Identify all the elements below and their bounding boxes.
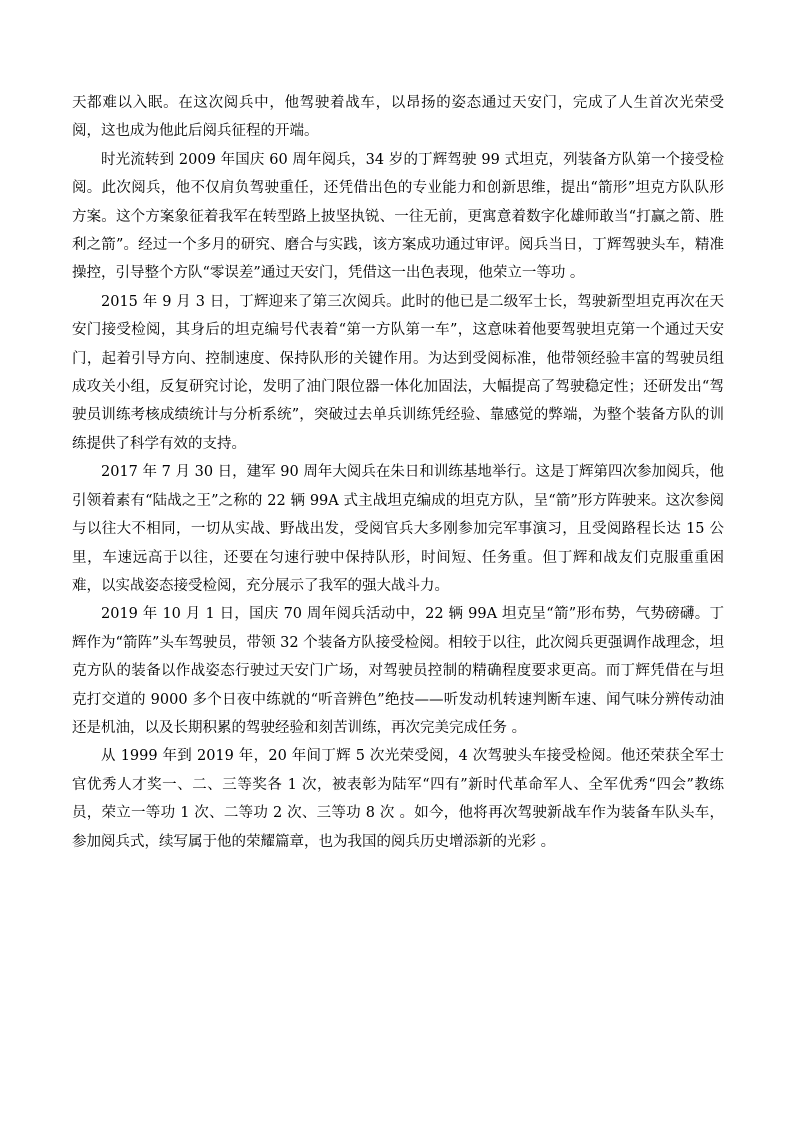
paragraph-2019-parade: 2019 年 10 月 1 日，国庆 70 周年阅兵活动中，22 辆 99A 坦克呈“箭”形布势，气势磅礴。丁辉作为“箭阵”头车驾驶员，带领 32 个装备方队接受检阅。相较于以往，此次阅兵更强调作战理念，坦克方队的装备以作战姿态行驶过天安门广场，对驾驶员控制的精确程度要求更高。而丁辉凭借在与坦克打交道的 9000 多个日夜中练就的“听音辨色”绝技——听发动机转速判断车速、闻气味分辨传动油还是机油，以及长期积累的驾驶经验和刻苦训练，再次完美完成任务 。 xyxy=(72,606,724,736)
paragraph-2017-parade: 2017 年 7 月 30 日，建军 90 周年大阅兵在朱日和训练基地举行。这是丁辉第四次参加阅兵，他引领着素有“陆战之王”之称的 22 辆 99A 式主战坦克编成的坦克方队，呈“箭”形方阵驶来。这次参阅与以往大不相同，一切从实战、野战出发，受阅官兵大多刚参加完军事演习，且受阅路程长达 15 公里，车速远高于以往，还要在匀速行驶中保持队形，时间短、任务重。但丁辉和战友们克服重重困难，以实战姿态接受检阅，充分展示了我军的强大战斗力。 xyxy=(72,464,724,594)
paragraph-summary: 从 1999 年到 2019 年，20 年间丁辉 5 次光荣受阅，4 次驾驶头车接受检阅。他还荣获全军士官优秀人才奖一、二、三等奖各 1 次，被表彰为陆军“四有”新时代革命军人、全军优秀“四会”教练员，荣立一等功 1 次、二等功 2 次、三等功 8 次 。如今，他将再次驾驶新战车作为装备车队头车，参加阅兵式，续写属于他的荣耀篇章，也为我国的阅兵历史增添新的光彩 。 xyxy=(72,748,724,850)
paragraph-continuation: 天都难以入眠。在这次阅兵中，他驾驶着战车，以昂扬的姿态通过天安门，完成了人生首次光荣受阅，这也成为他此后阅兵征程的开端。 xyxy=(72,95,724,140)
paragraph-2009-parade: 时光流转到 2009 年国庆 60 周年阅兵，34 岁的丁辉驾驶 99 式坦克，列装备方队第一个接受检阅。此次阅兵，他不仅肩负驾驶重任，还凭借出色的专业能力和创新思维，提出“箭形”坦克方队队形方案。这个方案象征着我军在转型路上披坚执锐、一往无前，更寓意着数字化雄师敢当“打赢之箭、胜利之箭”。经过一个多月的研究、磨合与实践，该方案成功通过审评。阅兵当日，丁辉驾驶头车，精准操控，引导整个方队“零误差”通过天安门，凭借这一出色表现，他荣立一等功 。 xyxy=(72,151,724,282)
paragraph-2015-parade: 2015 年 9 月 3 日，丁辉迎来了第三次阅兵。此时的他已是二级军士长，驾驶新型坦克再次在天安门接受检阅，其身后的坦克编号代表着“第一方队第一车”，这意味着他要驾驶坦克第一个通过天安门，起着引导方向、控制速度、保持队形的关键作用。为达到受阅标准，他带领经验丰富的驾驶员组成攻关小组，反复研究讨论，发明了油门限位器一体化加固法，大幅提高了驾驶稳定性；还研发出“驾驶员训练考核成绩统计与分析系统”，突破过去单兵训练凭经验、靠感觉的弊端，为整个装备方队的训练提供了科学有效的支持。 xyxy=(72,293,724,452)
document-body xyxy=(72,89,724,856)
